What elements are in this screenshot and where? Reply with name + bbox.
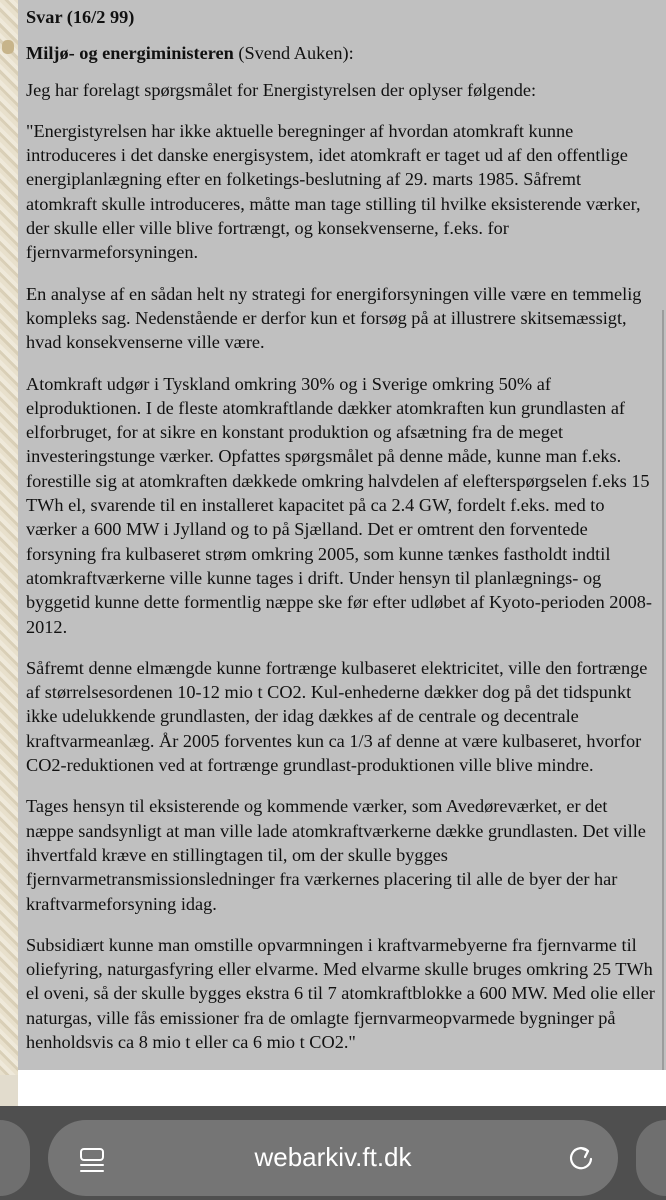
speaker-name: (Svend Auken): <box>233 43 354 64</box>
left-decorative-border <box>0 0 18 1075</box>
paragraph-3: Atomkraft udgør i Tyskland omkring 30% og i Sverige omkring 50% af elproduktionen. I de fleste atomkraftlande dækker atomkraften kun grundlasten af elforbruget, for at sikre en konstant produktion og afsætning fra de meget investeringstunge værker. Opfattes spørgsmålet på denne måde, kunne man f.eks. forestille sig at atomkraften dækkede omkring halvdelen af elefterspørgselen f.eks 15 TWh el, svarende til en installeret kapacitet på ca 2.4 GW, fordelt f.eks. med to værker a 600 MW i Jylland og to på Sjælland. Det er omtrent den forventede forsyning fra kulbaseret strøm omkring 2005, som kunne tænkes fastholdt indtil atomkraftværkerne ville kunne tages i drift. Under hensyn til planlægnings- og byggetid kunne dette formentlig næppe ske før efter udløbet af Kyoto-perioden 2008-2012. <box>26 373 652 637</box>
document-content <box>26 0 656 1071</box>
answer-heading: Svar (16/2 99) <box>26 7 135 27</box>
paragraph-1: "Energistyrelsen har ikke aktuelle beregninger af hvordan atomkraft kunne introduceres i det danske energisystem, idet atomkraft er taget ud af den offentlige energiplanlægning efter en folketings-beslutning af 29. marts 1985. Såfremt atomkraft skulle introduceres, måtte man tage stilling til hvilke eksisterende værker, der skulle eller ville blive fortrængt, og konsekvenserne, f.eks. for fjernvarmeforsyningen. <box>26 120 641 263</box>
speaker-title: Miljø- og energiministeren <box>26 43 234 64</box>
address-bar[interactable] <box>48 1120 618 1196</box>
paragraph-4: Såfremt denne elmængde kunne fortrænge kulbaseret elektricitet, ville den fortrænge af størrelsesordenen 10-12 mio t CO2. Kul-enhederne dækker dog på det tidspunkt ikke udelukkende grundlasten, der idag dækkes af de centrale og decentrale kraftvarmeanlæg. År 2005 forventes kun ca 1/3 af denne at være kulbaseret, hvorfor CO2-reduktionen ved at fortrænge grundlast-produktionen ville blive mindre. <box>26 657 648 776</box>
paragraph-2: En analyse af en sådan helt ny strategi for energiforsyningen ville være en temmelig kompleks sag. Nedenstående er derfor kun et forsøg på at illustrere skitsemæssigt, hvad konsekvenserne ville være. <box>26 283 642 353</box>
decorative-ornament <box>2 40 14 54</box>
document-page <box>18 0 666 1070</box>
paragraph-intro: Jeg har forelagt spørgsmålet for Energistyrelsen der oplyser følgende: <box>26 79 537 100</box>
browser-toolbar <box>0 1106 666 1200</box>
url-text[interactable]: webarkiv.ft.dk <box>254 1142 412 1172</box>
speaker-line <box>26 41 656 65</box>
previous-tab-button[interactable] <box>0 1120 30 1196</box>
next-tab-button[interactable] <box>636 1120 666 1196</box>
reload-icon[interactable] <box>566 1144 596 1174</box>
paragraph-5: Tages hensyn til eksisterende og kommende værker, som Avedøreværket, er det næppe sandsynligt at man ville lade atomkraftværkerne dække grundlasten. Det ville ihvertfald kræve en stillingtagen til, om der skulle bygges fjernvarmetransmissionsledninger fra værkernes placering til alle de byer der har kraftvarmeforsyning idag. <box>26 796 646 914</box>
scrollbar[interactable] <box>662 310 664 1070</box>
page-bottom-margin <box>18 1070 666 1106</box>
paragraph-6: Subsidiært kunne man omstille opvarmningen i kraftvarmebyerne fra fjernvarme til oliefyring, naturgasfyring eller elvarme. Med elvarme skulle bruges omkring 25 TWh el oveni, så der skulle bygges ekstra 6 til 7 atomkraftblokke a 600 MW. Med olie eller naturgas, ville fås emissioner fra de omlagte fjernvarmeopvarmede bygninger på henholdsvis ca 8 mio t eller ca 6 mio t CO2." <box>26 934 655 1052</box>
